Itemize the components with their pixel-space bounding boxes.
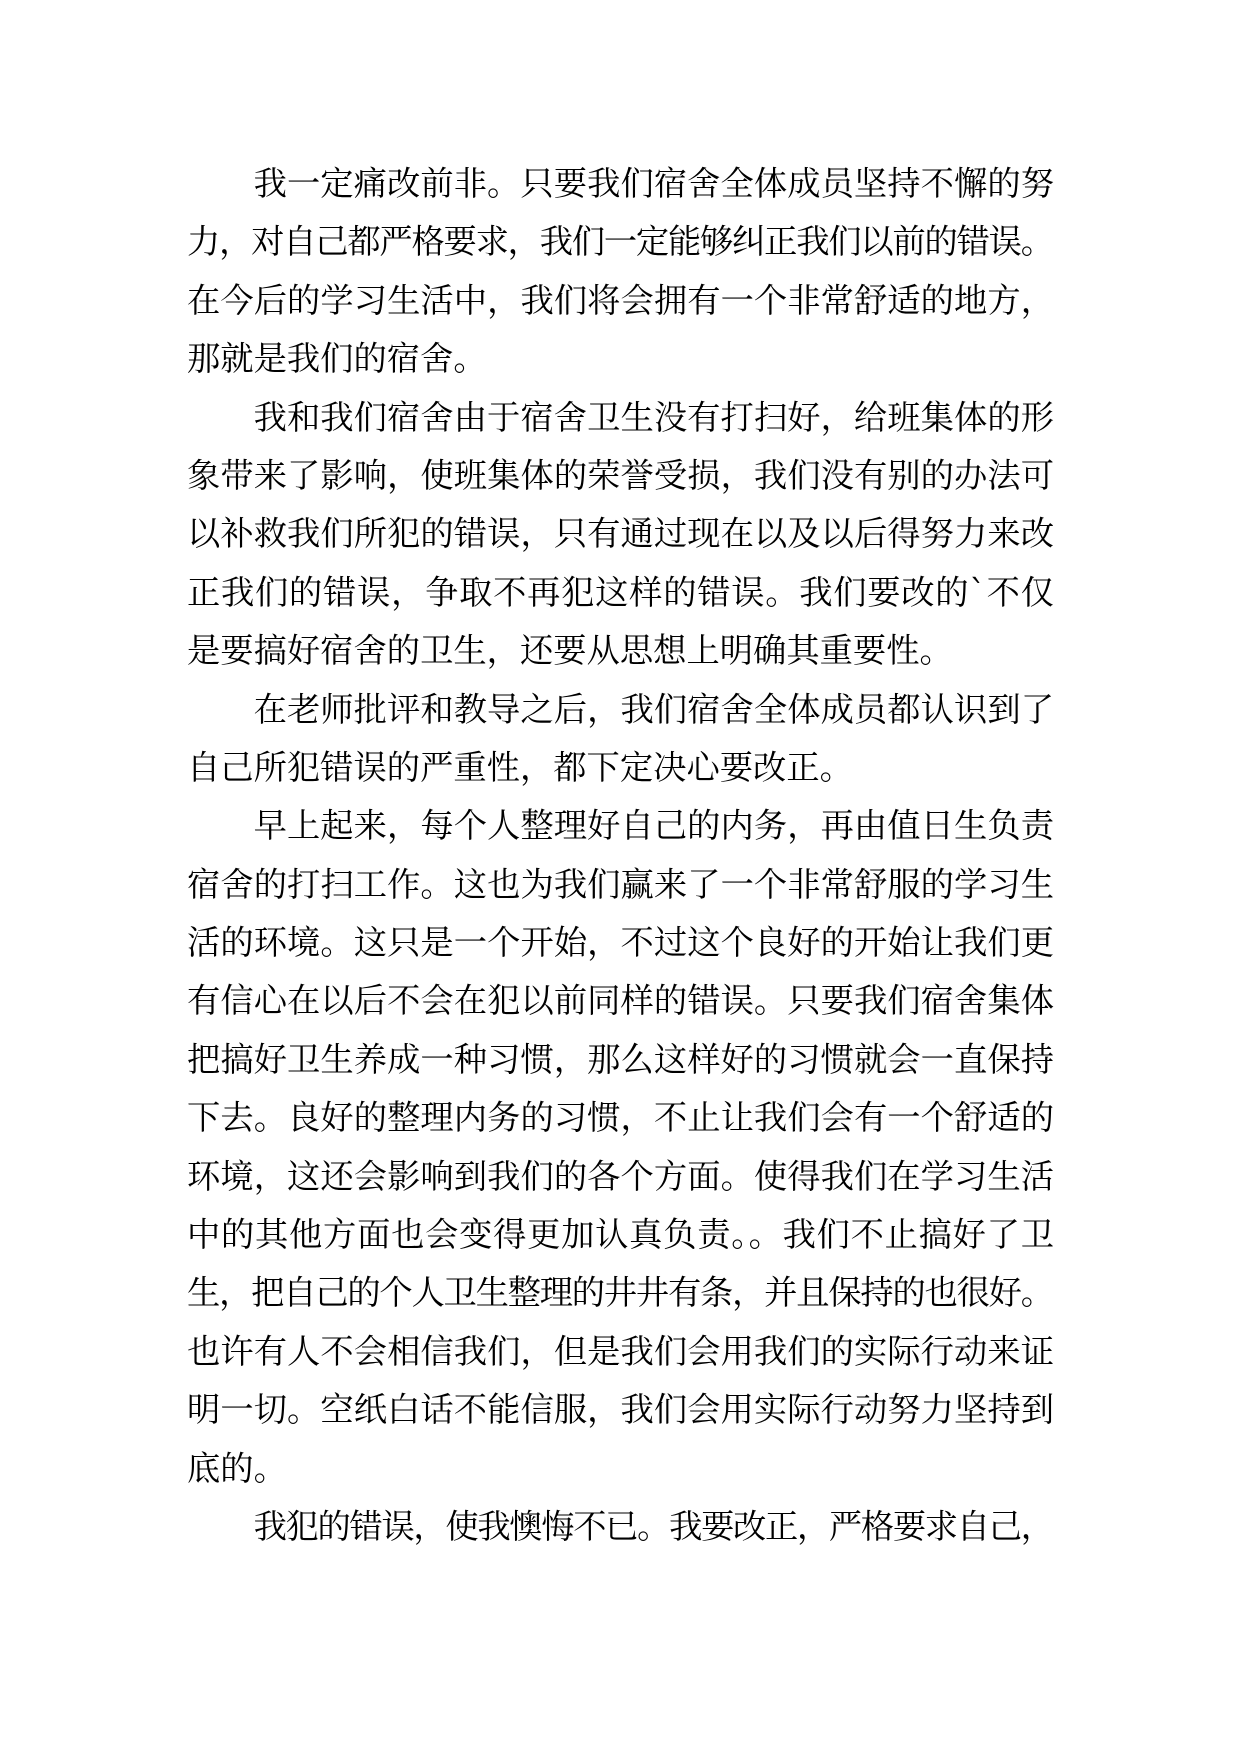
text-line: 力，对自己都严格要求，我们一定能够纠正我们以前的错误。	[187, 222, 1053, 262]
text-line: 明一切。空纸白话不能信服，我们会用实际行动努力坚持到	[187, 1390, 1055, 1430]
paragraph	[187, 1498, 1054, 1556]
paragraph	[187, 389, 1054, 681]
text-line: 自己所犯错误的严重性，都下定决心要改正。	[187, 747, 853, 787]
text-line: 也许有人不会相信我们，但是我们会用我们的实际行动来证	[187, 1331, 1055, 1371]
text-line: 象带来了影响，使班集体的荣誉受损，我们没有别的办法可	[187, 455, 1055, 495]
text-line: 在今后的学习生活中，我们将会拥有一个非常舒适的地方，	[187, 280, 1055, 320]
text-line: 底的。	[187, 1448, 287, 1488]
text-line: 我和我们宿舍由于宿舍卫生没有打扫好，给班集体的形	[253, 397, 1055, 437]
text-line: 我犯的错误，使我懊悔不已。我要改正，严格要求自己，	[253, 1506, 1053, 1546]
text-line: 在老师批评和教导之后，我们宿舍全体成员都认识到了	[253, 689, 1055, 729]
text-line: 我一定痛改前非。只要我们宿舍全体成员坚持不懈的努	[253, 164, 1055, 203]
text-line: 环境，这还会影响到我们的各个方面。使得我们在学习生活	[187, 1156, 1055, 1196]
text-line: 生，把自己的个人卫生整理的井井有条，并且保持的也很好。	[187, 1273, 1053, 1313]
text-line: 以补救我们所犯的错误，只有通过现在以及以后得努力来改	[187, 514, 1055, 554]
text-line: 把搞好卫生养成一种习惯，那么这样好的习惯就会一直保持	[187, 1039, 1055, 1079]
paragraph	[187, 681, 1054, 798]
text-line: 下去。良好的整理内务的习惯，不止让我们会有一个舒适的	[187, 1098, 1055, 1138]
document-body	[187, 155, 1054, 1556]
text-line: 那就是我们的宿舍。	[187, 339, 487, 379]
text-line: 正我们的错误，争取不再犯这样的错误。我们要改的`不仅	[187, 572, 1055, 612]
text-line: 早上起来，每个人整理好自己的内务，再由值日生负责	[253, 806, 1055, 846]
text-line: 中的其他方面也会变得更加认真负责。。我们不止搞好了卫	[187, 1215, 1055, 1255]
paragraph	[187, 797, 1054, 1498]
paragraph	[187, 155, 1054, 389]
text-line: 有信心在以后不会在犯以前同样的错误。只要我们宿舍集体	[187, 981, 1055, 1021]
text-line: 活的环境。这只是一个开始，不过这个良好的开始让我们更	[187, 923, 1055, 963]
text-line: 宿舍的打扫工作。这也为我们赢来了一个非常舒服的学习生	[187, 864, 1055, 904]
text-line: 是要搞好宿舍的卫生，还要从思想上明确其重要性。	[187, 631, 953, 671]
